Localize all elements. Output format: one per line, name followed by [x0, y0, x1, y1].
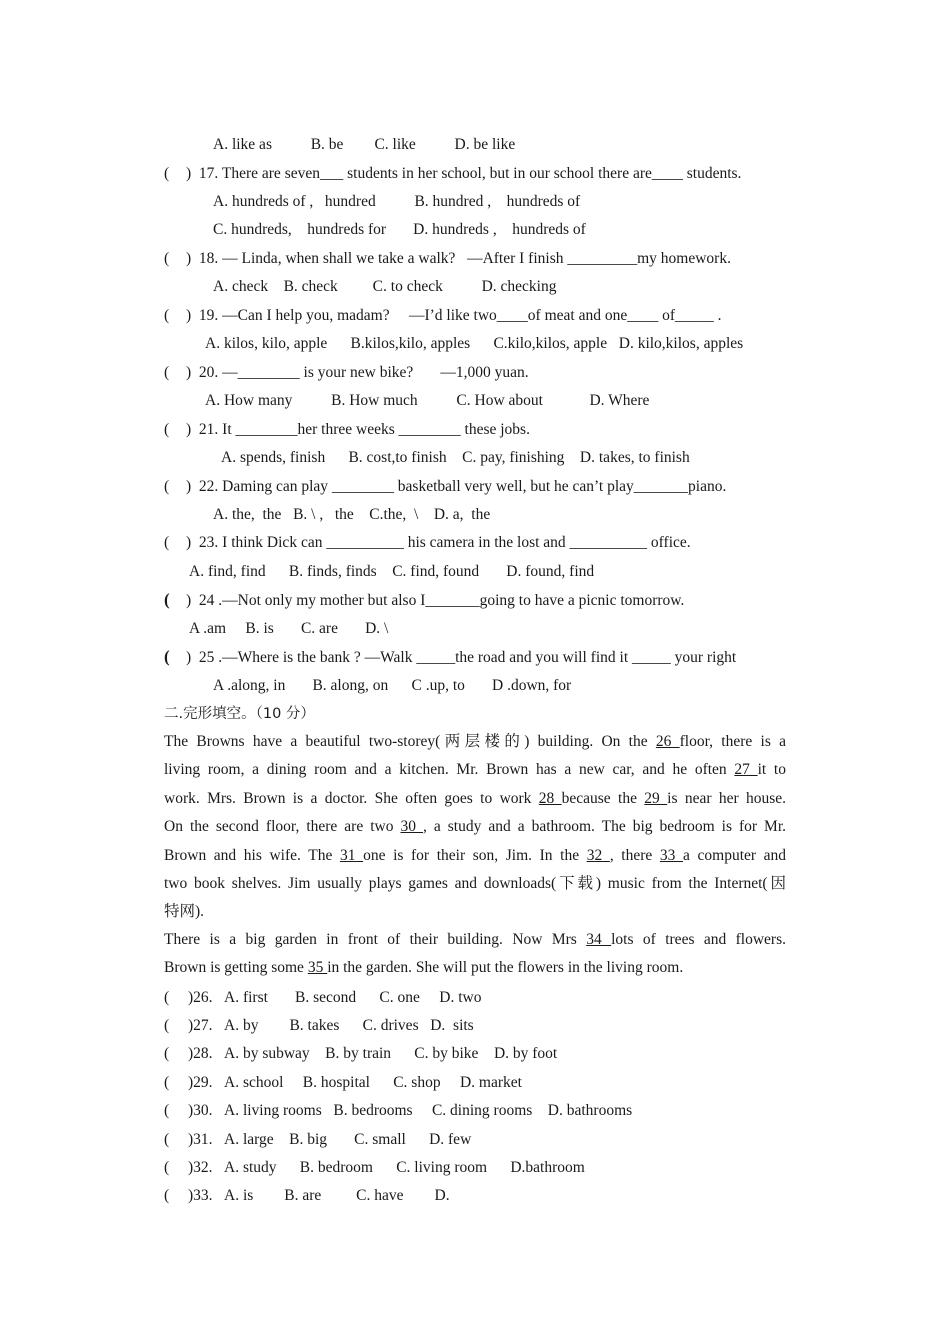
item-27-options: A. by B. takes C. drives D. sits [224, 1017, 474, 1034]
passage-line-2 [164, 756, 786, 784]
q22-stem: ) 22. Daming can play ________ basketball very well, but he can’t play_______piano. [186, 478, 727, 495]
q24-paren: ( [164, 590, 170, 609]
item-29-paren: ( [164, 1074, 170, 1091]
q20-stem: ) 20. —________ is your new bike? —1,000 yuan. [186, 364, 529, 381]
item-28-number: )28. [188, 1045, 213, 1062]
q19-paren: ( [164, 307, 170, 324]
q25-paren: ( [164, 647, 170, 666]
item-27-paren: ( [164, 1017, 170, 1034]
item-28-options: A. by subway B. by train C. by bike D. by foot [224, 1045, 558, 1062]
passage-text: lots of trees and flowers. [611, 931, 787, 948]
passage-text: work. Mrs. Brown is a doctor. She often goes to work [164, 789, 539, 807]
q23-options: A. find, find B. finds, finds C. find, found D. found, find [189, 563, 595, 580]
passage-text: in the garden. She will put the flowers in the living room. [327, 959, 684, 977]
blank-32: 32 [586, 846, 610, 864]
passage-text: because the [561, 789, 645, 807]
item-31-options: A. large B. big C. small D. few [224, 1131, 472, 1148]
item-27-number: )27. [188, 1017, 213, 1034]
q20-options: A. How many B. How much C. How about D. Where [205, 392, 650, 409]
passage-text: floor, there is a [679, 733, 787, 750]
q17-stem: ) 17. There are seven___ students in her school, but in our school there are____ students. [186, 165, 742, 182]
item-30-number: )30. [188, 1102, 213, 1119]
q22-paren: ( [164, 478, 170, 495]
item-29-options: A. school B. hospital C. shop D. market [224, 1074, 522, 1091]
passage-line-5 [164, 842, 786, 870]
q20-paren: ( [164, 364, 170, 381]
blank-35: 35 [307, 959, 328, 977]
q18-paren: ( [164, 250, 170, 267]
q16-options: A. like as B. be C. like D. be like [213, 136, 516, 153]
passage-text: , there [609, 846, 660, 864]
passage-line-3 [164, 785, 786, 813]
cloze-passage-paragraph-2 [164, 926, 786, 983]
item-26-number: )26. [188, 989, 213, 1006]
item-26-options: A. first B. second C. one D. two [224, 989, 482, 1006]
item-26-paren: ( [164, 989, 170, 1006]
item-33-options: A. is B. are C. have D. [224, 1187, 450, 1204]
blank-29: 29 [644, 789, 668, 807]
q17-paren: ( [164, 165, 170, 182]
passage-text: On the second floor, there are two [164, 818, 401, 836]
item-32-number: )32. [188, 1159, 213, 1176]
item-29-number: )29. [188, 1074, 213, 1091]
blank-28: 28 [538, 789, 562, 807]
passage-text: a computer and [683, 846, 787, 864]
q21-options: A. spends, finish B. cost,to finish C. pay, finishing D. takes, to finish [221, 449, 690, 466]
passage-line-4 [164, 813, 786, 841]
blank-26: 26 [655, 733, 680, 750]
q17-options-ab: A. hundreds of , hundred B. hundred , hundreds of [213, 193, 581, 210]
q24-stem: ) 24 .—Not only my mother but also I_______going to have a picnic tomorrow. [186, 592, 685, 609]
q21-stem: ) 21. It ________her three weeks ________ these jobs. [186, 421, 530, 438]
passage-text: The Browns have a beautiful two-storey(两层楼的) building. On the [164, 733, 656, 750]
item-32-options: A. study B. bedroom C. living room D.bathroom [224, 1159, 585, 1176]
item-33-paren: ( [164, 1187, 170, 1204]
item-30-options: A. living rooms B. bedrooms C. dining rooms D. bathrooms [224, 1102, 633, 1119]
item-31-number: )31. [188, 1131, 213, 1148]
passage-text: it to [757, 761, 786, 779]
q17-options-cd: C. hundreds, hundreds for D. hundreds , hundreds of [213, 221, 586, 238]
q18-stem: ) 18. — Linda, when shall we take a walk? —After I finish _________my homework. [186, 250, 731, 267]
section-heading-cloze: 二.完形填空。（10 分） [164, 706, 315, 722]
item-31-paren: ( [164, 1131, 170, 1148]
item-30-paren: ( [164, 1102, 170, 1119]
passage-text: There is a big garden in front of their building. Now Mrs [164, 931, 587, 948]
q22-options: A. the, the B. \ , the C.the, \ D. a, the [213, 506, 491, 523]
item-32-paren: ( [164, 1159, 170, 1176]
q23-stem: ) 23. I think Dick can __________ his camera in the lost and __________ office. [186, 534, 691, 551]
item-28-paren: ( [164, 1045, 170, 1062]
q23-paren: ( [164, 534, 170, 551]
passage-line-9 [164, 954, 786, 982]
blank-33: 33 [659, 846, 684, 864]
q25-options: A .along, in B. along, on C .up, to D .down, for [213, 677, 572, 694]
passage-text: , a study and a bathroom. The big bedroom is for Mr. [423, 818, 787, 836]
passage-text: is near her house. [667, 789, 786, 807]
passage-text: one is for their son, Jim. In the [363, 846, 587, 864]
passage-line-7: 特网). [164, 903, 205, 921]
item-33-number: )33. [188, 1187, 213, 1204]
q25-stem: ) 25 .—Where is the bank ? —Walk _____the road and you will find it _____ your right [186, 649, 737, 666]
passage-text: living room, a dining room and a kitchen. Mr. Brown has a new car, and he often [164, 761, 735, 779]
q19-stem: ) 19. —Can I help you, madam? —I’d like two____of meat and one____ of_____ . [186, 307, 722, 324]
q24-options: A .am B. is C. are D. \ [189, 620, 389, 637]
blank-31: 31 [339, 846, 364, 864]
passage-text: Brown is getting some [164, 959, 308, 977]
blank-27: 27 [734, 761, 758, 779]
q21-paren: ( [164, 421, 170, 438]
passage-line-6: two book shelves. Jim usually plays games and downloads(下载) music from the Internet(因 [164, 875, 786, 893]
passage-text: Brown and his wife. The [164, 846, 340, 864]
blank-30: 30 [400, 818, 423, 836]
q19-options: A. kilos, kilo, apple B.kilos,kilo, apples C.kilo,kilos, apple D. kilo,kilos, apples [205, 335, 744, 352]
passage-line-1 [164, 728, 786, 756]
cloze-passage-paragraph-1 [164, 728, 786, 927]
blank-34: 34 [586, 931, 612, 948]
q18-options: A. check B. check C. to check D. checking [213, 278, 557, 295]
passage-line-8 [164, 926, 786, 954]
